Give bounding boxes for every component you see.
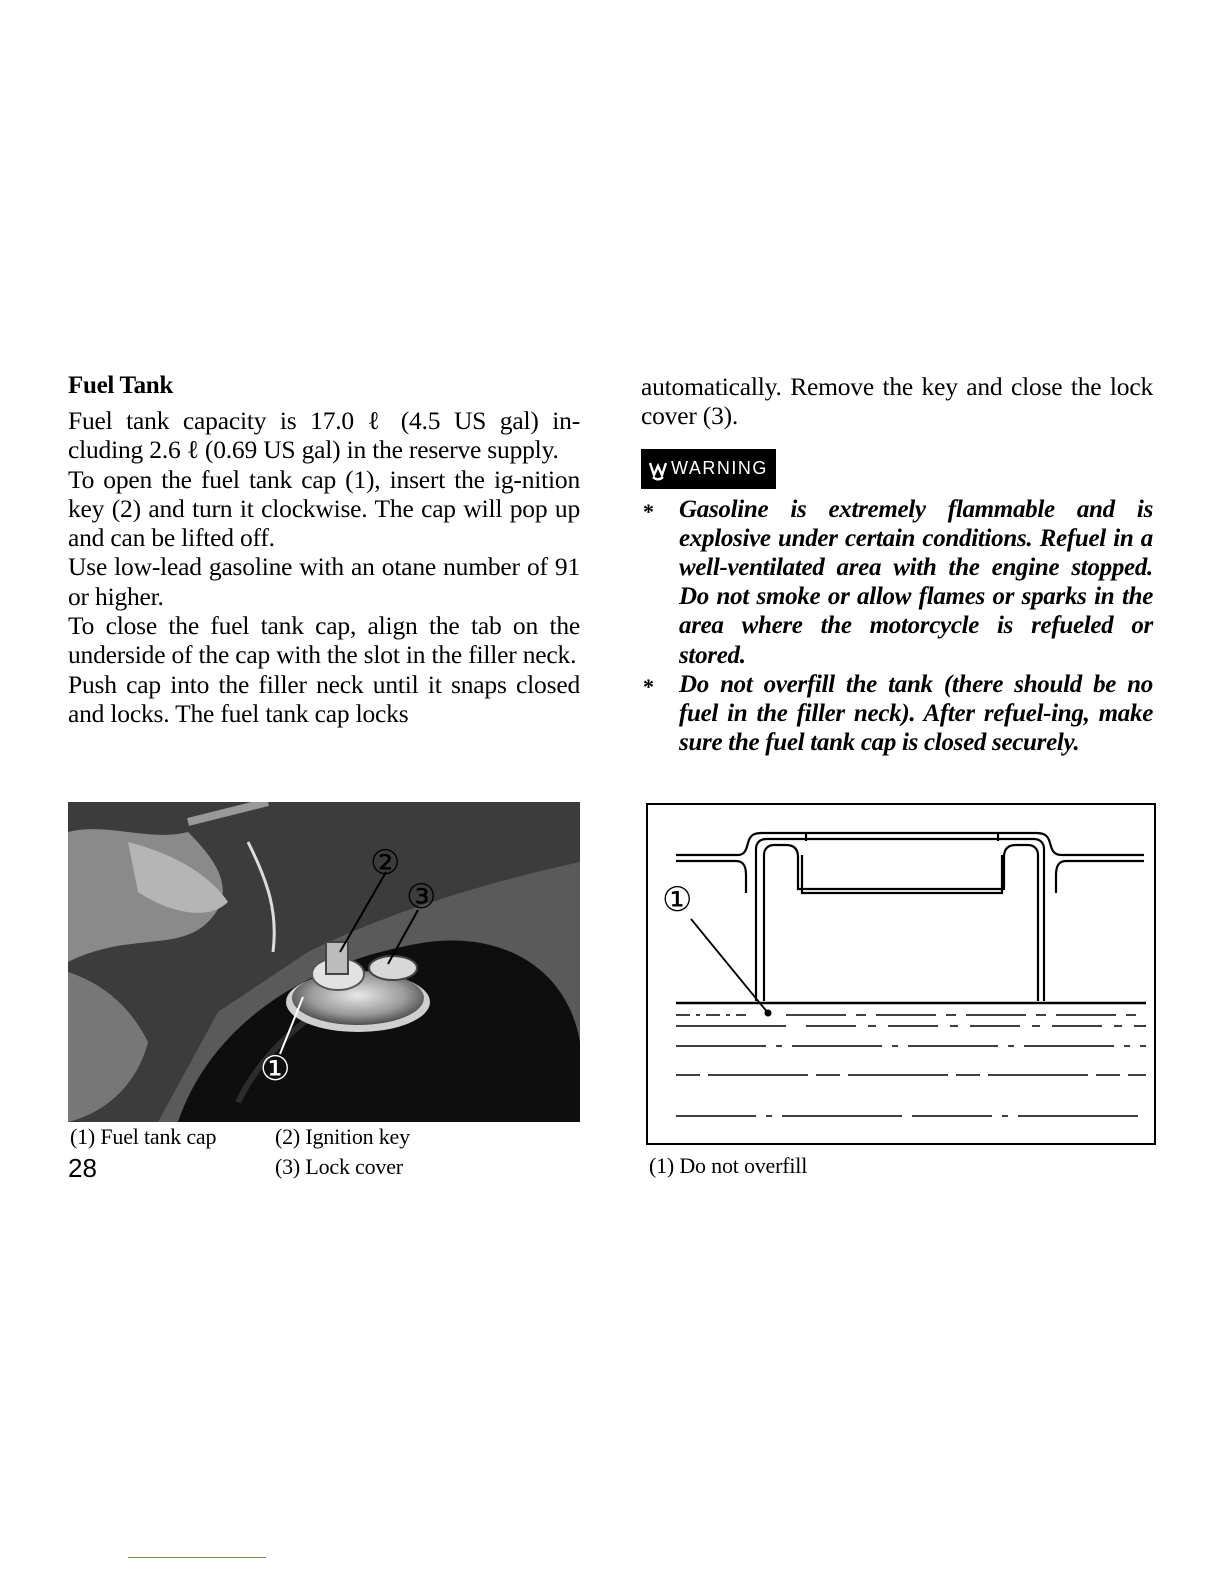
- left-column: [68, 372, 580, 728]
- diagram-caption: (1) Do not overfill: [649, 1153, 808, 1178]
- page-number: 28: [68, 1153, 97, 1183]
- warning-text-flammable: Gasoline is extremely flammable and is explosive under certain conditions. Refuel in a well-ventilated area with the engine stopped. Do not smoke or allow flames or sparks in the area where the motorcycle is refueled or stored.: [679, 495, 1153, 669]
- footer-rule: [128, 1557, 266, 1558]
- bullet-star: *: [643, 498, 654, 524]
- warning-badge: [641, 449, 776, 489]
- caption-lock-cover: (3) Lock cover: [275, 1154, 403, 1179]
- gasoline-paragraph: Use low-lead gasoline with an otane number of 91 or higher.: [68, 552, 580, 611]
- warning-item: [641, 670, 1153, 758]
- lock-cover-paragraph: automatically. Remove the key and close the lock cover (3).: [641, 372, 1153, 431]
- hand-warning-icon: [647, 457, 669, 481]
- close-cap-paragraph: To close the fuel tank cap, align the tab on the underside of the cap with the slot in the filler neck.: [68, 611, 580, 670]
- photo-callout-3: ③: [406, 877, 437, 917]
- caption-fuel-tank-cap: (1) Fuel tank cap: [70, 1124, 217, 1149]
- caption-ignition-key: (2) Ignition key: [275, 1124, 410, 1149]
- section-title: Fuel Tank: [68, 372, 174, 399]
- push-cap-paragraph: Push cap into the filler neck until it snaps closed and locks. The fuel tank cap locks: [68, 669, 580, 728]
- diagram-callout-1: ①: [662, 880, 693, 920]
- filler-neck-diagram: [646, 803, 1156, 1145]
- photo-callout-1: ①: [260, 1049, 291, 1089]
- open-cap-paragraph: To open the fuel tank cap (1), insert the ig-nition key (2) and turn it clockwise. The cap will pop up and can be lifted off.: [68, 464, 580, 553]
- warning-label: WARNING: [671, 458, 768, 479]
- right-column: [641, 372, 1153, 757]
- warning-text-overfill: Do not overfill the tank (there should be no fuel in the filler neck). After refuel-ing, make sure the fuel tank cap is closed securely.: [679, 670, 1153, 757]
- capacity-paragraph: Fuel tank capacity is 17.0 ℓ (4.5 US gal) in-cluding 2.6 ℓ (0.69 US gal) in the reserve supply.: [68, 406, 580, 465]
- fuel-tank-photo: [68, 802, 580, 1122]
- warning-list: [641, 495, 1153, 758]
- bullet-star: *: [643, 673, 654, 699]
- photo-callout-2: ②: [370, 843, 401, 883]
- warning-item: [641, 495, 1153, 670]
